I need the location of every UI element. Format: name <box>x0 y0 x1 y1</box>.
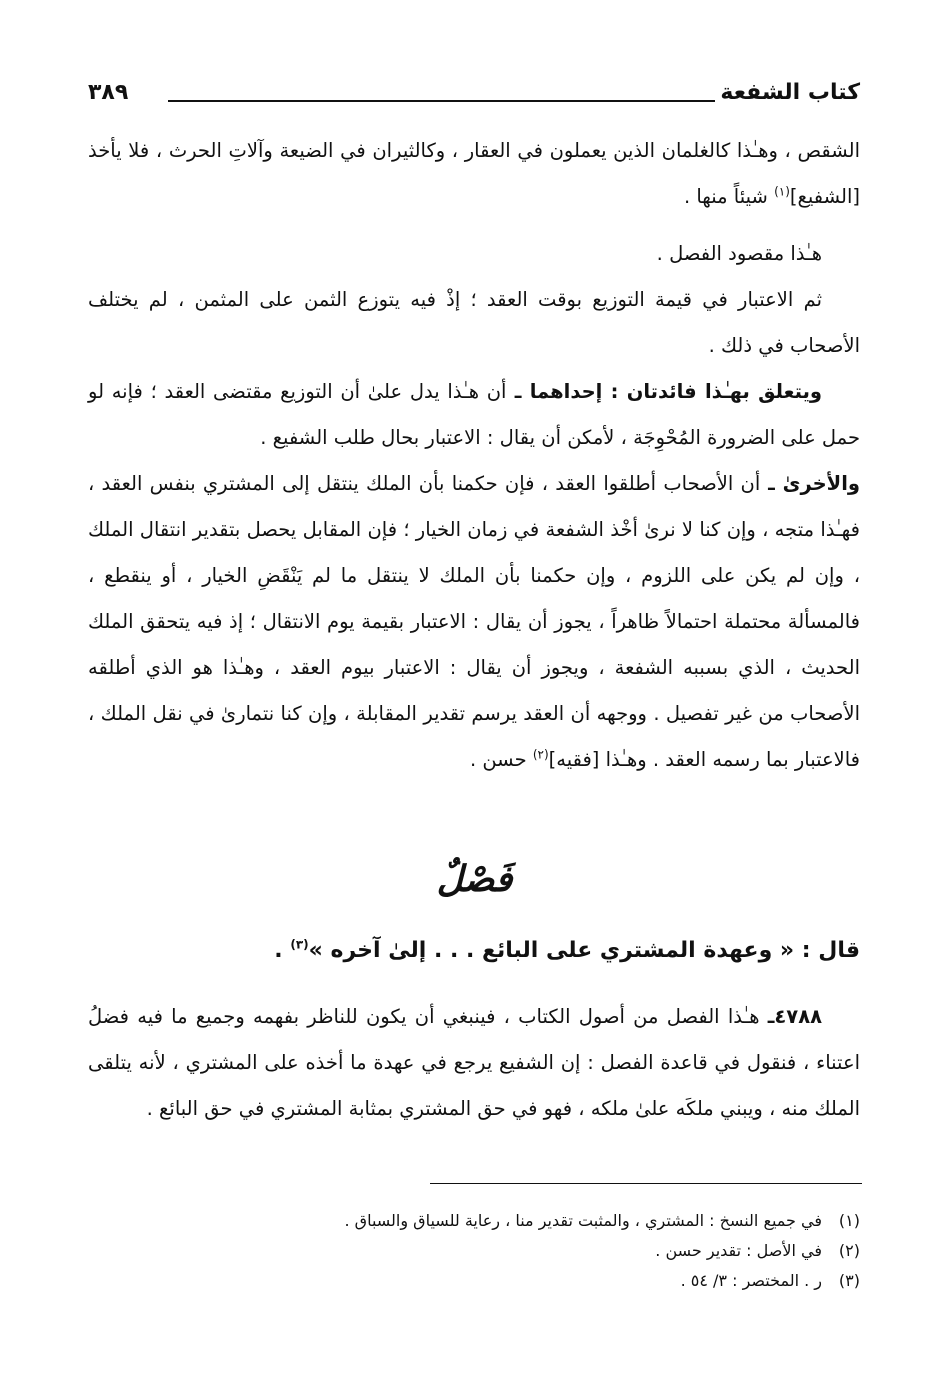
quoted-statement-tail: . <box>274 938 291 963</box>
footnote-ref-3: (٣) <box>290 937 309 952</box>
paragraph-5-tail: حسن . <box>469 748 533 771</box>
footnotes <box>88 1206 860 1296</box>
paragraph-2 <box>88 231 860 277</box>
footnote-2 <box>88 1236 860 1266</box>
quoted-statement <box>88 928 860 974</box>
section-heading <box>0 858 949 922</box>
paragraph-1 <box>88 128 860 220</box>
footnote-ref-2: (٢) <box>532 747 549 762</box>
footnote-1 <box>88 1206 860 1236</box>
paragraph-5-text: أن الأصحاب أطلقوا العقد ، فإن حكمنا بأن الملك ينتقل إلى المشتري بنفس العقد ، فهـٰذا متجه ، وإن كنا لا نرىٰ أخْذ الشفعة في زمان الخيار ؛ فإن المقابل يحصل بتقدير انتقال الملك ، وإن لم يكن على اللزوم ، وإن حكمنا بأن الملك لا ينتقل ما لم يَنْقَضِ الخيار ، أو ينقطع ، فالمسألة محتملة احتمالاً ظاهراً ، يجوز أن يقال : الاعتبار بقيمة يوم الانتقال ؛ إذ فيه يتحقق الملك الحديث ، الذي بسببه الشفعة ، ويجوز أن يقال : الاعتبار بيوم العقد ، وهـٰذا هو الذي أطلقه الأصحاب من غير تفصيل . ووجهه أن العقد يرسم تقدير المقابلة ، وإن كنا نتمارىٰ في نقل الملك ، فالاعتبار بما رسمه العقد . وهـٰذا [فقيه] <box>88 472 860 771</box>
paragraph-4-lead: ويتعلق بهـٰذا فائدتان : إحداهما ـ <box>506 380 823 403</box>
paragraph-number: ٤٧٨٨ـ <box>767 1005 822 1028</box>
paragraph-1-text: الشقص ، وهـٰذا كالغلمان الذين يعملون في العقار ، وكالثيران في الضيعة وآلاتِ الحرث ، فلا يأخذ [الشفيع] <box>88 139 860 208</box>
paragraph-4 <box>88 369 860 461</box>
paragraph-4-text: أن هـٰذا يدل علىٰ أن التوزيع مقتضى العقد ؛ فإنه لو حمل على الضرورة المُحْوِجَة ، لأمكن أن يقال : الاعتبار بحال طلب الشفيع . <box>88 380 860 449</box>
footnote-rule <box>430 1183 862 1184</box>
paragraph-5 <box>88 461 860 783</box>
footnote-number: (٣) <box>838 1271 860 1290</box>
paragraph-3-text: ثم الاعتبار في قيمة التوزيع بوقت العقد ؛ إذْ فيه يتوزع الثمن على المثمن ، لم يختلف الأصحاب في ذلك . <box>88 288 860 357</box>
footnote-text: في جميع النسخ : المشتري ، والمثبت تقدير منا ، رعاية للسياق والسباق . <box>344 1211 822 1230</box>
running-header <box>88 78 860 118</box>
paragraph-6 <box>88 994 860 1132</box>
section-heading-text: فَصْلٌ <box>436 858 513 900</box>
paragraph-6-text: هـٰذا الفصل من أصول الكتاب ، فينبغي أن يكون للناظر بفهمه وجميع ما فيه فضلُ اعتناء ، فنقول في قاعدة الفصل : إن الشفيع يرجع في عهدة ما أخذه على المشتري ، لأنه يتلقى الملك منه ، ويبني ملكَه علىٰ ملكه ، فهو في حق المشتري بمثابة المشتري في حق البائع . <box>88 1005 860 1120</box>
footnote-text: ر . المختصر : ٣/ ٥٤ . <box>680 1271 822 1290</box>
page-number: ٣٨٩ <box>88 80 129 105</box>
paragraph-5-lead: والأخرىٰ ـ <box>760 472 861 495</box>
footnote-number: (٢) <box>838 1241 860 1260</box>
quoted-statement-text: قال : « وعهدة المشتري على البائع . . . إلىٰ آخره » <box>308 938 860 963</box>
chapter-title: كتاب الشفعة <box>720 80 860 105</box>
header-rule <box>168 100 715 102</box>
paragraph-1-tail: شيئاً منها . <box>683 185 775 208</box>
paragraph-2-text: هـٰذا مقصود الفصل . <box>656 242 822 265</box>
footnote-text: في الأصل : تقدير حسن . <box>655 1241 822 1260</box>
footnote-3 <box>88 1266 860 1296</box>
footnote-number: (١) <box>838 1211 860 1230</box>
paragraph-3 <box>88 277 860 369</box>
footnote-ref-1: (١) <box>774 184 790 199</box>
